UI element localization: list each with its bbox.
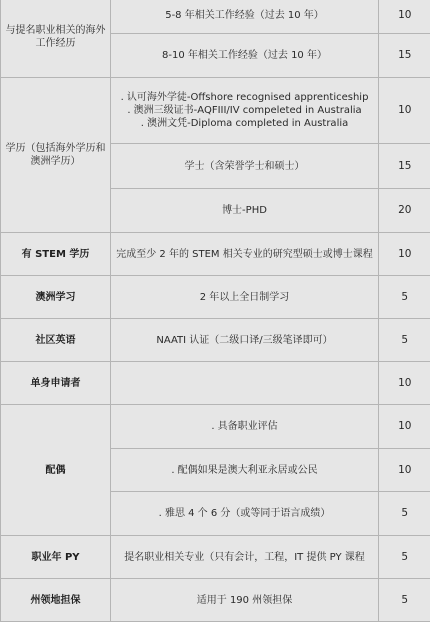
- row-criteria: 5-8 年相关工作经验（过去 10 年）: [111, 0, 379, 34]
- table-row: [1, 319, 430, 362]
- criteria-line: . 澳洲三级证书-AQFIII/IV compeleted in Australia: [115, 104, 374, 117]
- row-score: 10: [379, 405, 430, 449]
- row-category: 单身申请者: [1, 362, 111, 405]
- row-score: 15: [379, 144, 430, 189]
- row-category: 职业年 PY: [1, 536, 111, 579]
- table-row: [1, 233, 430, 276]
- row-category: 州领地担保: [1, 579, 111, 622]
- row-score: 5: [379, 492, 430, 536]
- row-criteria: 8-10 年相关工作经验（过去 10 年）: [111, 34, 379, 78]
- row-score: 5: [379, 276, 430, 319]
- row-criteria: [111, 362, 379, 405]
- row-score: 20: [379, 189, 430, 233]
- criteria-line: . 澳洲文凭-Diploma completed in Australia: [115, 117, 374, 130]
- row-category: 澳洲学习: [1, 276, 111, 319]
- row-criteria: 完成至少 2 年的 STEM 相关专业的研究型硕士或博士课程: [111, 233, 379, 276]
- row-category: [1, 0, 111, 78]
- row-criteria: 提名职业相关专业（只有会计，工程，IT 提供 PY 课程: [111, 536, 379, 579]
- row-category: [1, 405, 111, 536]
- table-row: [1, 276, 430, 319]
- table-row: [1, 405, 430, 449]
- row-criteria: NAATI 认证（二级口译/三级笔译即可）: [111, 319, 379, 362]
- row-criteria: . 具备职业评估: [111, 405, 379, 449]
- row-criteria: 学士（含荣誉学士和硕士）: [111, 144, 379, 189]
- category-label: 与提名职业相关的海外工作经历: [6, 25, 106, 49]
- category-label: 学历（包括海外学历和澳洲学历）: [6, 143, 106, 167]
- row-criteria: 2 年以上全日制学习: [111, 276, 379, 319]
- table-row: [1, 579, 430, 622]
- row-score: 10: [379, 78, 430, 144]
- row-criteria: . 雅思 4 个 6 分（或等同于语言成绩）: [111, 492, 379, 536]
- row-score: 10: [379, 449, 430, 492]
- row-category: 社区英语: [1, 319, 111, 362]
- row-category: [1, 78, 111, 233]
- row-score: 15: [379, 34, 430, 78]
- table-row: [1, 0, 430, 34]
- row-score: 10: [379, 0, 430, 34]
- row-score: 5: [379, 319, 430, 362]
- table-row: [1, 536, 430, 579]
- category-label: 配偶: [46, 465, 66, 476]
- table-row: [1, 78, 430, 144]
- criteria-line: . 认可海外学徒-Offshore recognised apprenticeship: [115, 91, 374, 104]
- row-score: 10: [379, 362, 430, 405]
- row-score: 5: [379, 536, 430, 579]
- row-criteria: . 配偶如果是澳大利亚永居或公民: [111, 449, 379, 492]
- row-category: 有 STEM 学历: [1, 233, 111, 276]
- row-score: 10: [379, 233, 430, 276]
- table-row: [1, 362, 430, 405]
- row-criteria: 博士-PHD: [111, 189, 379, 233]
- row-criteria: [111, 78, 379, 144]
- row-criteria: 适用于 190 州领担保: [111, 579, 379, 622]
- row-score: 5: [379, 579, 430, 622]
